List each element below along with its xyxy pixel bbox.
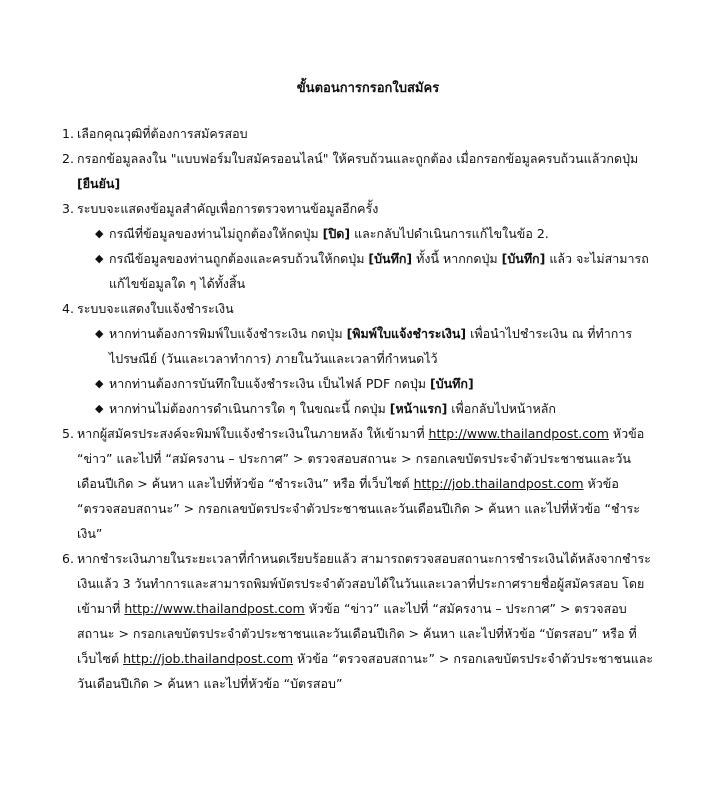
step-text [77,421,658,546]
step-number: 6. [62,551,74,566]
diamond-bullet-icon: ◆ [95,402,104,415]
step-text-part: หัวข้อ “ข่าว” และไปที่ “สมัครงาน – ประกาศ” > ตรวจสอบสถานะ > กรอกเลขบัตรประจำตัวประชาชนและวันเดือนปีเกิด > ค้นหา และไปที่หัวข้อ “ชำระเงิน” หรือ ที่เว็บไซต์ [77,426,645,491]
save-button-label: [บันทึก] [368,251,413,266]
diamond-bullet-icon: ◆ [95,227,104,240]
step-5 [62,421,658,546]
step-number: 3. [62,201,74,216]
sub-item-home [95,396,658,421]
step-2 [62,146,658,196]
step-text: ระบบจะแสดงใบแจ้งชำระเงิน [77,301,234,316]
step-text [77,146,658,196]
sub-text-part: กรณีข้อมูลของท่านถูกต้องและครบถ้วนให้กดปุ่ม [109,251,369,266]
home-button-label: [หน้าแรก] [389,401,448,416]
step-text-part: หัวข้อ “ข่าว” และไปที่ “สมัครงาน – ประกาศ” > ตรวจสอบสถานะ > กรอกเลขบัตรประจำตัวประชาชนและวันเดือนปีเกิด > ค้นหา และไปที่หัวข้อ “บัตรสอบ” หรือ ที่เว็บไซต์ [77,601,637,666]
diamond-bullet-icon: ◆ [95,377,104,390]
step-3 [62,196,658,296]
step-text: เลือกคุณวุฒิที่ต้องการสมัครสอบ [77,126,248,141]
step-6 [62,546,658,696]
sub-item-text [109,246,658,296]
document-title: ขั้นตอนการกรอกใบสมัคร [296,81,440,96]
step-number: 4. [62,301,74,316]
sub-text-part: หากท่านต้องการบันทึกใบแจ้งชำระเงิน เป็นไฟล์ PDF กดปุ่ม [109,376,430,391]
sub-item-print [95,321,658,371]
thailandpost-link[interactable]: http://www.thailandpost.com [124,601,305,616]
print-payment-button-label: [พิมพ์ใบแจ้งชำระเงิน] [346,326,467,341]
sub-item-text [109,371,658,396]
job-thailandpost-link[interactable]: http://job.thailandpost.com [413,476,584,491]
step-number: 5. [62,426,74,441]
step-body [77,296,658,421]
step-4 [62,296,658,421]
sub-text-part: กรณีที่ข้อมูลของท่านไม่ถูกต้องให้กดปุ่ม [109,226,323,241]
sub-text-part: ทั้งนี้ หากกดปุ่ม [412,251,502,266]
step-text [77,546,658,696]
sub-text-part: เพื่อนำไปชำระเงิน ณ ที่ทำการไปรษณีย์ (วันและเวลาทำการ) ภายในวันและเวลาที่กำหนดไว้ [109,326,633,366]
sub-item-save-pdf [95,371,658,396]
sub-text-part: เพื่อกลับไปหน้าหลัก [447,401,556,416]
sub-text-part: หากท่านไม่ต้องการดำเนินการใด ๆ ในขณะนี้ กดปุ่ม [109,401,390,416]
step-text-part: หากผู้สมัครประสงค์จะพิมพ์ใบแจ้งชำระเงินในภายหลัง ให้เข้ามาที่ [77,426,429,441]
step-number: 1. [62,126,74,141]
confirm-button-label: [ยืนยัน] [77,176,121,191]
sub-text-part: หากท่านต้องการพิมพ์ใบแจ้งชำระเงิน กดปุ่ม [109,326,347,341]
diamond-bullet-icon: ◆ [95,327,104,340]
close-button-label: [ปิด] [322,226,351,241]
step-text-part: หัวข้อ “ตรวจสอบสถานะ” > กรอกเลขบัตรประจำตัวประชาชนและวันเดือนปีเกิด > ค้นหา และไปที่หัวข้อ “ชำระเงิน” [77,476,640,541]
step-text-part: หากชำระเงินภายในระยะเวลาที่กำหนดเรียบร้อยแล้ว สามารถตรวจสอบสถานะการชำระเงินได้หลังจากชำระเงินแล้ว 3 วันทำการและสามารถพิมพ์บัตรประจำตัวสอบได้ในวันและเวลาที่ประกาศรายชื่อผู้สมัครสอบ โดยเข้ามาที่ [77,551,651,616]
save-button-label: [บันทึก] [429,376,474,391]
sub-text-part: แล้ว จะไม่สามารถแก้ไขข้อมูลใด ๆ ได้ทั้งสิ้น [109,251,649,291]
step-1 [62,121,658,146]
step-number: 2. [62,151,74,166]
diamond-bullet-icon: ◆ [95,252,104,265]
sub-item-text [109,321,658,371]
sub-text-part: และกลับไปดำเนินการแก้ไขในข้อ 2. [350,226,549,241]
sub-item-save [95,246,658,296]
sub-item-text [109,221,658,246]
sub-item-text [109,396,658,421]
save-button-label: [บันทึก] [501,251,546,266]
step-text: ระบบจะแสดงข้อมูลสำคัญเพื่อการตรวจทานข้อมูลอีกครั้ง [77,201,379,216]
sub-item-close [95,221,658,246]
step-text-part: กรอกข้อมูลลงใน "แบบฟอร์มใบสมัครออนไลน์" ให้ครบถ้วนและถูกต้อง เมื่อกรอกข้อมูลครบถ้วนแล้วกดปุ่ม [77,151,639,166]
thailandpost-link[interactable]: http://www.thailandpost.com [428,426,609,441]
step-text-part: หัวข้อ “ตรวจสอบสถานะ” > กรอกเลขบัตรประจำตัวประชาชนและวันเดือนปีเกิด > ค้นหา และไปที่หัวข้อ “บัตรสอบ” [77,651,654,691]
step-body [77,196,658,296]
job-thailandpost-link[interactable]: http://job.thailandpost.com [123,651,294,666]
